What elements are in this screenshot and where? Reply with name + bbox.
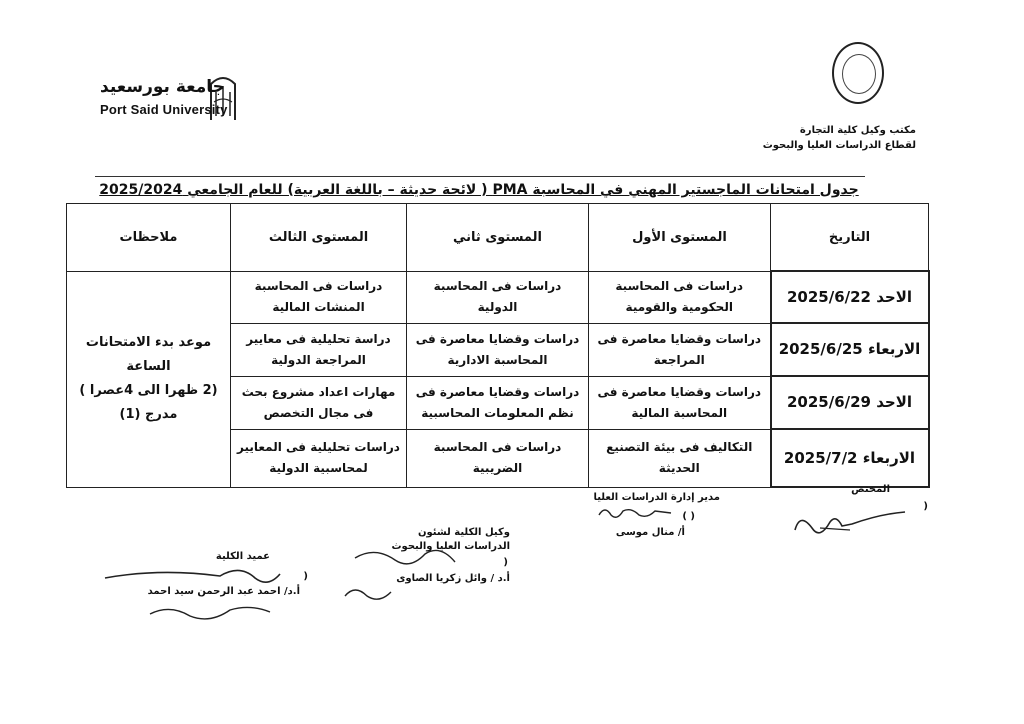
row-level-1: التكاليف فى بيئة التصنيع الحديثة: [589, 429, 771, 487]
office-line-2: لقطاع الدراسات العليا والبحوث: [762, 140, 916, 151]
vice-dean-title-2: الدراسات العليا والبحوث: [391, 541, 510, 552]
row-level-2: دراسات فى المحاسبة الدولية: [407, 271, 589, 323]
header-level-3: المستوى الثالث: [231, 204, 407, 272]
table-header-row: [67, 204, 929, 272]
dean-paren: (: [303, 571, 308, 582]
header-level-1: المستوى الأول: [589, 204, 771, 272]
row-level-3: دراسات تحليلية فى المعايير لمحاسبية الدولية: [231, 429, 407, 487]
gs-director-paren: ( ): [682, 511, 695, 522]
header-rule: [95, 176, 865, 177]
dean-title: عميد الكلية: [215, 551, 270, 562]
dean-name: أ.د/ احمد عبد الرحمن سيد احمد: [147, 586, 300, 597]
table-row: [67, 271, 929, 323]
row-level-3: مهارات اعداد مشروع بحث فى مجال التخصص: [231, 376, 407, 429]
row-level-2: دراسات فى المحاسبة الضريبية: [407, 429, 589, 487]
notes-line-3: مدرج (1): [119, 407, 178, 422]
row-level-1: دراسات وقضايا معاصرة فى المحاسبة المالية: [589, 376, 771, 429]
row-level-3: دراسة تحليلية فى معايير المراجعة الدولية: [231, 323, 407, 376]
gs-director-name: أ/ منال موسى: [615, 527, 685, 538]
header-level-2: المستوى ثاني: [407, 204, 589, 272]
specialist-title: المختص: [851, 484, 890, 495]
exam-schedule-table: [66, 203, 930, 488]
specialist-signature: [790, 500, 910, 545]
row-date: الاحد 2025/6/22: [771, 271, 929, 323]
university-name-english: Port Said University: [100, 102, 228, 117]
document-title: جدول امتحانات الماجستير المهني في المحاسبة PMA ( لائحة حديثة – باللغة العربية) للعام الجامعي 2025/2024: [99, 182, 859, 198]
notes-cell: [67, 271, 231, 487]
header-notes: ملاحظات: [67, 204, 231, 272]
header-date: التاريخ: [771, 204, 929, 272]
notes-line-2: (2 ظهرا الى 4عصرا ): [79, 383, 218, 398]
specialist-paren: (: [923, 501, 928, 512]
notes-line-1: موعد بدء الامتحانات الساعة: [85, 335, 212, 374]
gs-director-title: مدير إدارة الدراسات العليا: [593, 492, 720, 503]
vice-dean-paren: (: [503, 557, 508, 568]
university-name-arabic: جامعة بورسعيد: [100, 77, 225, 97]
row-level-1: دراسات وقضايا معاصرة فى المراجعة: [589, 323, 771, 376]
row-level-3: دراسات فى المحاسبة المنشات المالية: [231, 271, 407, 323]
office-line-1: مكتب وكيل كلية التجارة: [799, 125, 916, 136]
row-date: الاربعاء 2025/7/2: [771, 429, 929, 487]
row-date: الاحد 2025/6/29: [771, 376, 929, 429]
row-level-2: دراسات وقضايا معاصرة فى المحاسبة الادارية: [407, 323, 589, 376]
row-level-1: دراسات فى المحاسبة الحكومية والقومية: [589, 271, 771, 323]
row-date: الاربعاء 2025/6/25: [771, 323, 929, 376]
vice-dean-name: أ.د / وائل زكريا الصاوى: [396, 573, 510, 584]
seal-emblem-icon: [842, 54, 876, 94]
gs-director-signature: [595, 503, 675, 523]
row-level-2: دراسات وقضايا معاصرة فى نظم المعلومات المحاسبية: [407, 376, 589, 429]
faculty-seal: [832, 42, 884, 104]
vice-dean-title-1: وكيل الكلية لشئون: [417, 527, 510, 538]
